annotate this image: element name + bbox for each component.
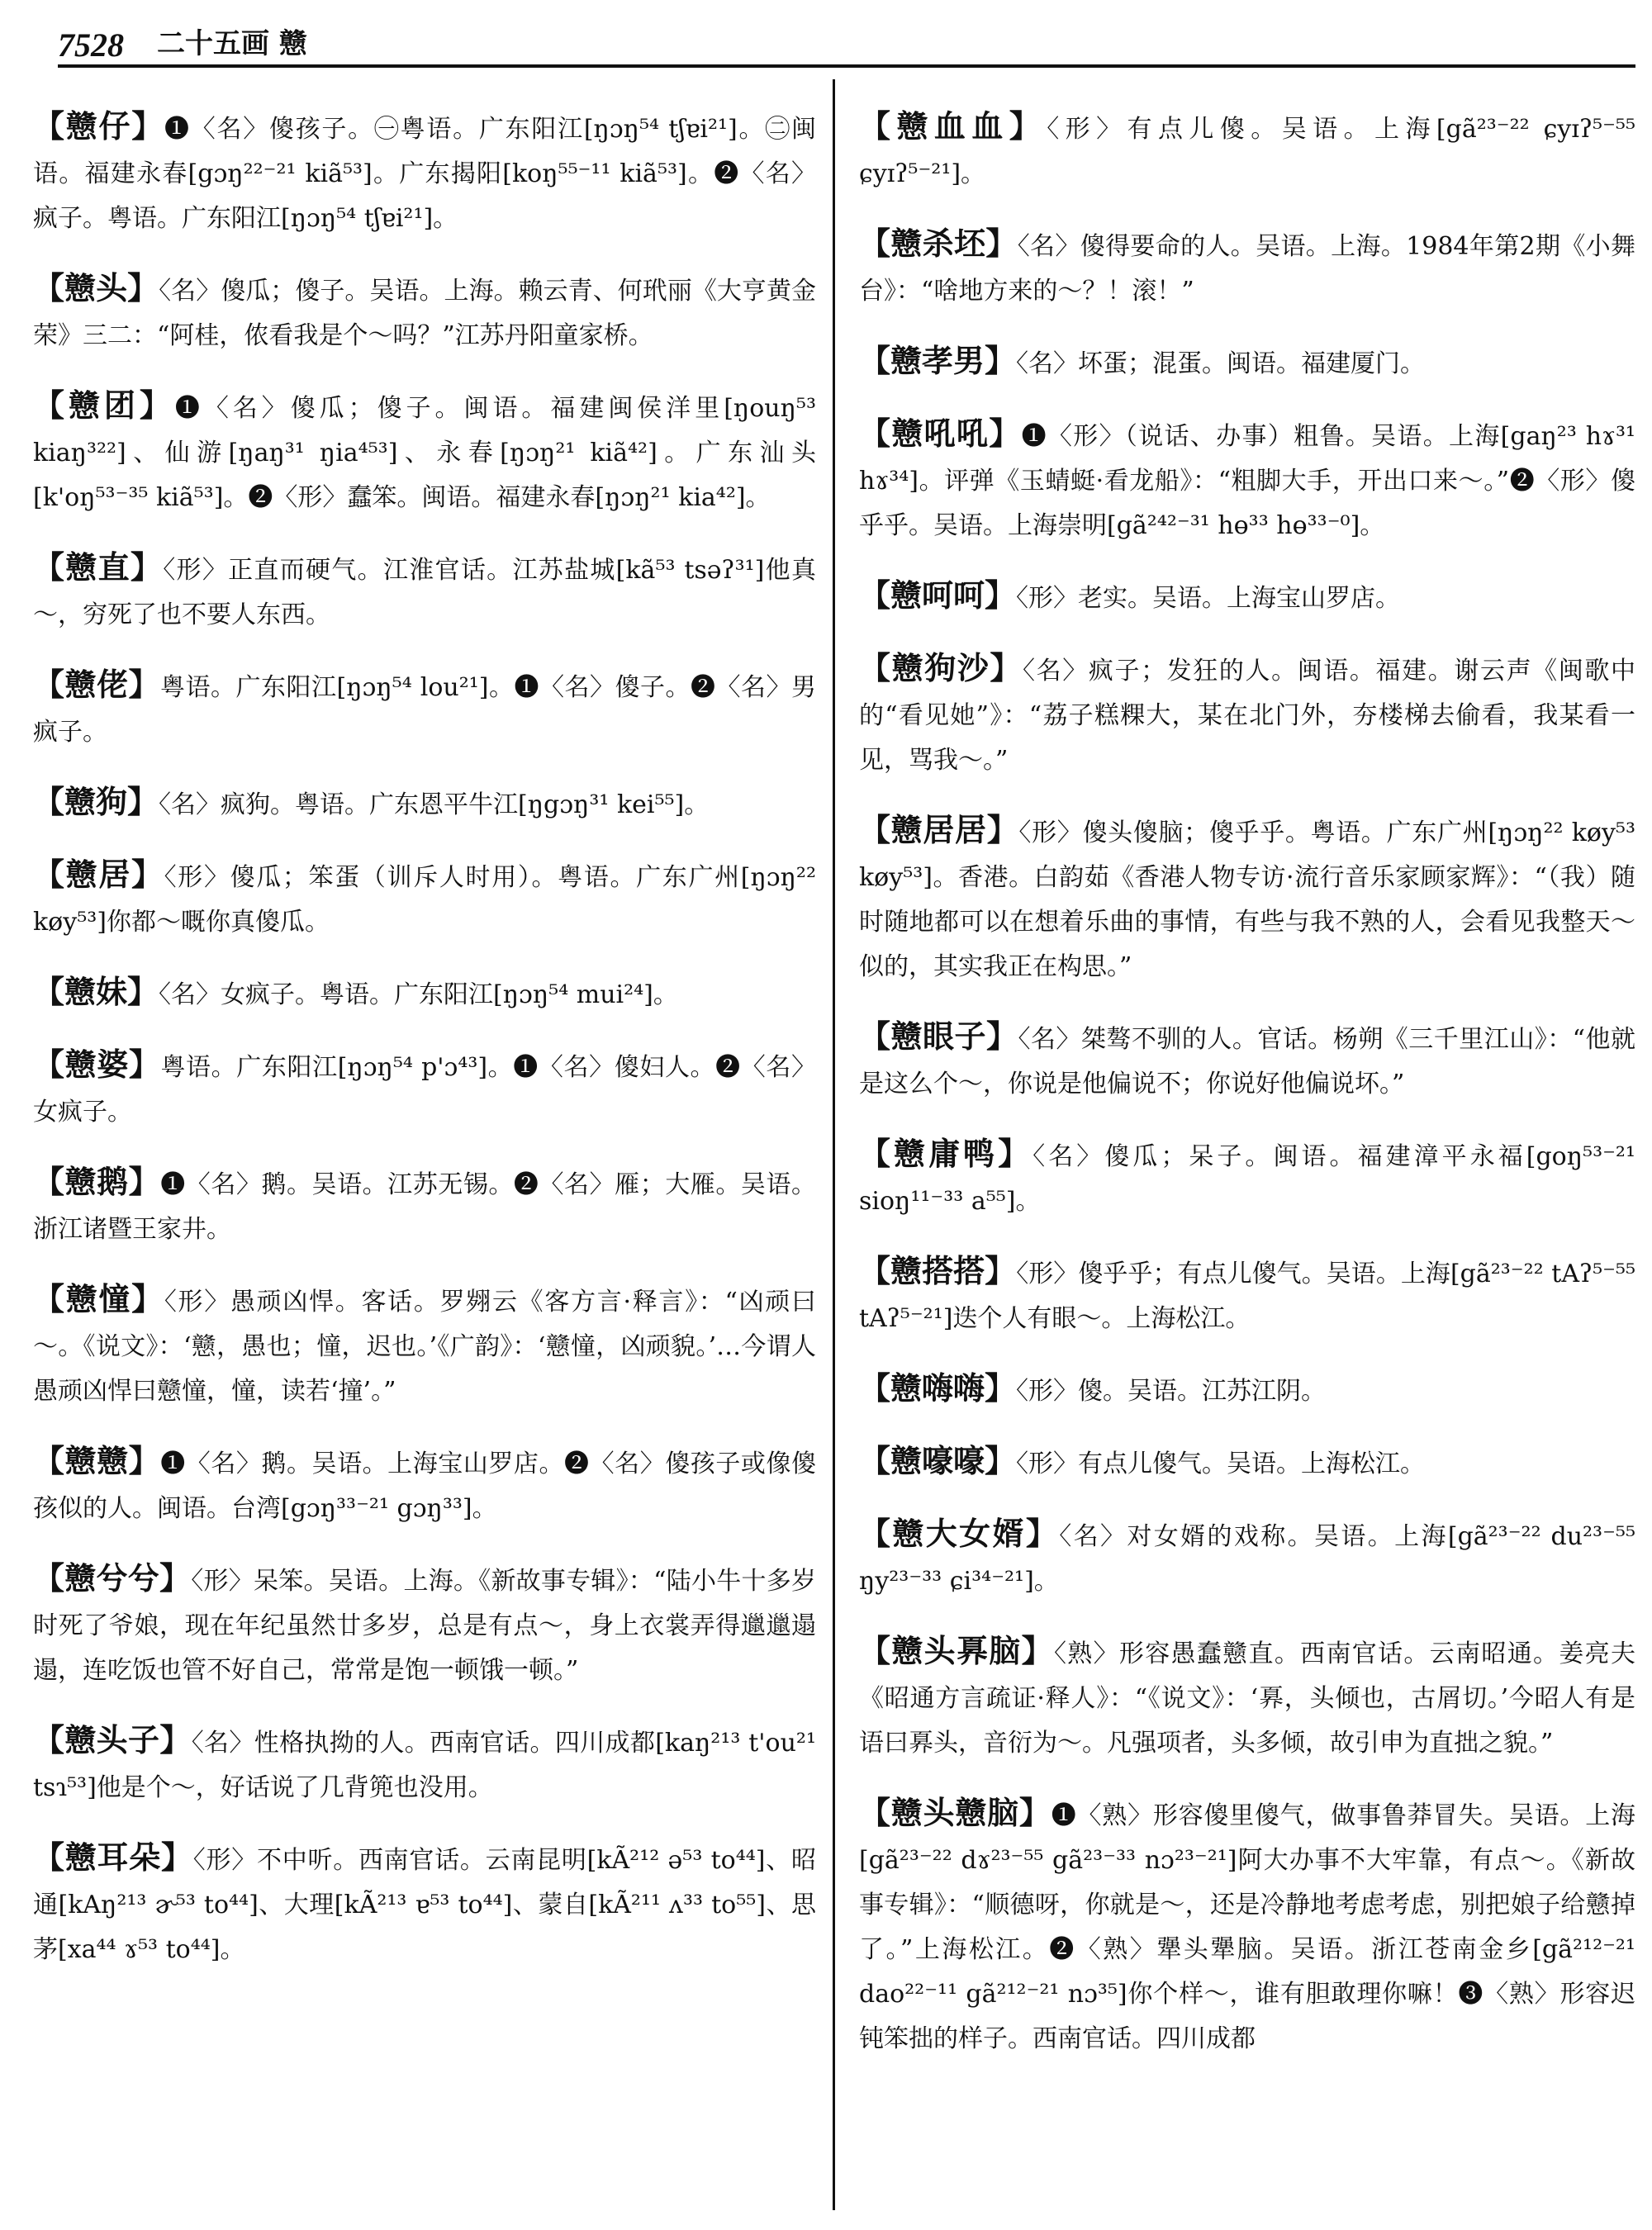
entry-headword: 【戆直】 (33, 549, 164, 586)
dictionary-entry (859, 1132, 1635, 1224)
dictionary-entry (859, 808, 1635, 989)
entry-definition: ❶〈熟〉形容傻里傻气，做事鲁莽冒失。吴语。上海[gã²³⁻²² dɤ²³⁻⁵⁵ gã²³⁻³³ nɔ²³⁻²¹]阿大办事不大牢靠，有点～。《新故事专辑》：“顺德呀，你就是～，还是冷静地考虑考虑，别把娘子给戆掉了。”上海松江。❷〈熟〉犟头犟脑。吴语。浙江苍南金乡[gã²¹²⁻²¹ dao²²⁻¹¹ gã²¹²⁻²¹ nɔ³⁵]你个样～，谁有胆敢理你嘛！❸〈熟〉形容迟钝笨拙的样子。西南官话。四川成都 (859, 1801, 1635, 2053)
page-header (58, 23, 1635, 68)
dictionary-entry (859, 1439, 1635, 1487)
left-column (33, 79, 816, 2218)
entry-headword: 【戆大女婿】 (859, 1516, 1060, 1552)
entry-definition: 粤语。广东阳江[ŋɔŋ⁵⁴ lou²¹]。❶〈名〉傻子。❷〈名〉男疯子。 (33, 673, 816, 747)
entry-headword: 【戆头】 (33, 270, 159, 306)
entry-headword: 【戆妹】 (33, 974, 159, 1010)
dictionary-entry (33, 662, 816, 755)
entry-headword: 【戆狗】 (33, 784, 159, 820)
entry-definition: 〈名〉疯狗。粤语。广东恩平牛江[ŋgɔŋ³¹ kei⁵⁵]。 (159, 790, 710, 819)
dictionary-entry (859, 1629, 1635, 1766)
right-column (859, 79, 1635, 2218)
entry-headword: 【戆眼子】 (859, 1018, 1018, 1055)
entry-headword: 【戆狗沙】 (859, 650, 1023, 686)
entry-headword: 【戆吼吼】 (859, 415, 1022, 452)
dictionary-entry (859, 1014, 1635, 1107)
entry-definition: ❶〈形〉（说话、办事）粗鲁。吴语。上海[gaŋ²³ hɤ³¹ hɤ³⁴]。评弹《玉蜻蜓·看龙船》：“粗脚大手，开出口来～。”❷〈形〉傻乎乎。吴语。上海崇明[gã²⁴²⁻³¹ hɵ³³ hɵ³³⁻⁰]。 (859, 422, 1635, 540)
entry-definition: 〈形〉傻瓜；笨蛋（训斥人时用）。粤语。广东广州[ŋɔŋ²² køy⁵³]你都～嘅你真傻瓜。 (33, 863, 816, 937)
dictionary-entry (33, 104, 816, 241)
dictionary-entry (33, 1160, 816, 1252)
entry-headword: 【戆呵呵】 (859, 577, 1017, 614)
dictionary-entry (33, 383, 816, 520)
entry-definition: 〈名〉对女婿的戏称。吴语。上海[gã²³⁻²² du²³⁻⁵⁵ ŋy²³⁻³³ ɕi³⁴⁻²¹]。 (859, 1522, 1635, 1596)
dictionary-entry (33, 545, 816, 638)
dictionary-entry (33, 1556, 816, 1693)
dictionary-entry (859, 1791, 1635, 2062)
entry-headword: 【戆头戆脑】 (859, 1795, 1051, 1831)
entry-definition: 〈名〉傻得要命的人。吴语。上海。1984年第2期《小舞台》：“啥地方来的～？！滚！” (859, 232, 1635, 306)
dictionary-entry (33, 970, 816, 1018)
entry-headword: 【戆婆】 (33, 1046, 161, 1083)
entry-definition: 〈名〉性格执拗的人。西南官话。四川成都[kaŋ²¹³ t'ou²¹ tsɿ⁵³]他是个～，好话说了几背篼也没用。 (33, 1729, 816, 1802)
entry-headword: 【戆头子】 (33, 1722, 192, 1758)
dictionary-entry (33, 1042, 816, 1135)
dictionary-entry (859, 1511, 1635, 1604)
dictionary-entry (859, 1249, 1635, 1341)
entry-headword: 【戆庸鸭】 (859, 1136, 1033, 1172)
dictionary-entry (33, 1718, 816, 1810)
running-title: 二十五画 戆 (157, 27, 307, 60)
entry-headword: 【戆戆】 (33, 1443, 161, 1479)
entry-headword: 【戆血血】 (859, 108, 1047, 145)
dictionary-entry (33, 1835, 816, 1972)
entry-headword: 【戆头奡脑】 (859, 1633, 1054, 1669)
dictionary-entry (33, 852, 816, 945)
entry-headword: 【戆嚎嚎】 (859, 1443, 1017, 1479)
entry-definition: 〈名〉傻瓜；傻子。吴语。上海。赖云青、何玳丽《大亨黄金荣》三二：“阿桂，侬看我是个～吗？”江苏丹阳童家桥。 (33, 277, 816, 350)
entry-headword: 【戆佬】 (33, 667, 161, 703)
entry-definition: 〈形〉愚顽凶悍。客话。罗翙云《客方言·释言》：“凶顽曰～。《说文》：‘戆，愚也；憧，迟也。’《广韵》：‘戆憧，凶顽貌。’…今谓人愚顽凶悍曰戆憧，憧，读若‘撞’。” (33, 1288, 816, 1406)
entry-headword: 【戆憧】 (33, 1281, 164, 1317)
dictionary-entry (859, 573, 1635, 621)
entry-headword: 【戆鹅】 (33, 1164, 161, 1200)
entry-definition: 〈形〉有点儿傻气。吴语。上海松江。 (1016, 1450, 1426, 1478)
entry-definition: 〈形〉傻。吴语。江苏江阴。 (1016, 1377, 1327, 1406)
entry-definition: ❶〈名〉鹅。吴语。江苏无锡。❷〈名〉雁；大雁。吴语。浙江诸暨王家井。 (33, 1170, 816, 1244)
entry-headword: 【戆杀坯】 (859, 225, 1018, 262)
dictionary-entry (33, 1439, 816, 1531)
entry-definition: 粤语。广东阳江[ŋɔŋ⁵⁴ p'ɔ⁴³]。❶〈名〉傻妇人。❷〈名〉女疯子。 (33, 1053, 816, 1127)
entry-headword: 【戆孝男】 (859, 343, 1017, 379)
entry-definition: 〈形〉正直而硬气。江淮官话。江苏盐城[kã⁵³ tsəʔ³¹]他真～，穷死了也不要人东西。 (33, 556, 816, 629)
entry-headword: 【戆兮兮】 (33, 1560, 192, 1597)
entry-definition: 〈形〉傻头傻脑；傻乎乎。粤语。广东广州[ŋɔŋ²² køy⁵³ køy⁵³]。香港。白韵茹《香港人物专访·流行音乐家顾家辉》：“（我）随时随地都可以在想着乐曲的事情，有些与我不熟的人，会看见我整天～似的，其实我正在构思。” (859, 818, 1635, 981)
dictionary-entry (33, 780, 816, 828)
entry-definition: 〈名〉坏蛋；混蛋。闽语。福建厦门。 (1016, 349, 1426, 378)
entry-definition: 〈名〉桀骜不驯的人。官话。杨朔《三千里江山》：“他就是这么个～，你说是他偏说不；你说好他偏说坏。” (859, 1025, 1635, 1098)
entry-headword: 【戆团】 (33, 387, 175, 424)
entry-headword: 【戆仔】 (33, 108, 164, 145)
entry-definition: ❶〈名〉傻瓜；傻子。闽语。福建闽侯洋里[ŋouŋ⁵³ kiaŋ³²²]、仙游[ŋaŋ³¹ ŋia⁴⁵³]、永春[ŋɔŋ²¹ kiã⁴²]。广东汕头[k'oŋ⁵³⁻³⁵ kiã⁵³]。❷〈形〉蠢笨。闽语。福建永春[ŋɔŋ²¹ kia⁴²]。 (33, 394, 816, 512)
dictionary-entry (859, 339, 1635, 387)
entry-definition: 〈形〉不中听。西南官话。云南昆明[kÃ²¹² ə⁵³ to⁴⁴]、昭通[kAŋ²¹³ ɚ⁵³ to⁴⁴]、大理[kÃ²¹³ ɐ⁵³ to⁴⁴]、蒙自[kÃ²¹¹ ʌ³³ to⁵⁵]、思茅[xa⁴⁴ ɤ⁵³ to⁴⁴]。 (33, 1846, 816, 1964)
dictionary-entry (859, 221, 1635, 314)
dictionary-entry (859, 1366, 1635, 1414)
dictionary-entry (859, 646, 1635, 783)
entry-definition: 〈形〉有点儿傻。吴语。上海[gã²³⁻²² ɕyɪʔ⁵⁻⁵⁵ ɕyɪʔ⁵⁻²¹]。 (859, 115, 1635, 188)
entry-definition: ❶〈名〉鹅。吴语。上海宝山罗店。❷〈名〉傻孩子或像傻孩似的人。闽语。台湾[gɔŋ³³⁻²¹ gɔŋ³³]。 (33, 1450, 816, 1523)
entry-definition: 〈形〉呆笨。吴语。上海。《新故事专辑》：“陆小牛十多岁时死了爷娘，现在年纪虽然廿多岁，总是有点～，身上衣裳弄得邋邋遢遢，连吃饭也管不好自己，常常是饱一顿饿一顿。” (33, 1567, 816, 1685)
entry-headword: 【戆耳朵】 (33, 1839, 193, 1876)
entry-definition: 〈名〉傻瓜；呆子。闽语。福建漳平永福[goŋ⁵³⁻²¹ sioŋ¹¹⁻³³ a⁵⁵]。 (859, 1142, 1635, 1216)
dictionary-entry (33, 266, 816, 358)
entry-headword: 【戆搭搭】 (859, 1253, 1017, 1289)
column-divider (833, 79, 835, 2210)
dictionary-entry (859, 104, 1635, 197)
entry-definition: ❶〈名〉傻孩子。㊀粤语。广东阳江[ŋɔŋ⁵⁴ tʃɐi²¹]。㊁闽语。福建永春[gɔŋ²²⁻²¹ kiã⁵³]。广东揭阳[koŋ⁵⁵⁻¹¹ kiã⁵³]。❷〈名〉疯子。粤语。广东阳江[ŋɔŋ⁵⁴ tʃɐi²¹]。 (33, 115, 816, 233)
entry-definition: 〈名〉女疯子。粤语。广东阳江[ŋɔŋ⁵⁴ mui²⁴]。 (159, 980, 678, 1009)
entry-headword: 【戆居居】 (859, 812, 1019, 848)
entry-definition: 〈熟〉形容愚蠢戆直。西南官话。云南昭通。姜亮夫《昭通方言疏证·释人》：“《说文》：‘奡，头倾也，古屑切。’今昭人有是语曰奡头，音衍为～。凡强项者，头多倾，故引申为直拙之貌。” (859, 1639, 1635, 1758)
page-number: 7528 (58, 26, 124, 64)
entry-definition: 〈名〉疯子；发狂的人。闽语。福建。谢云声《闽歌中的“看见她”》：“荔子糕粿大，某在北门外，夯楼梯去偷看，我某看一见，骂我～。” (859, 657, 1635, 775)
dictionary-entry (859, 411, 1635, 548)
entry-definition: 〈形〉傻乎乎；有点儿傻气。吴语。上海[gã²³⁻²² tAʔ⁵⁻⁵⁵ tAʔ⁵⁻²¹]迭个人有眼～。上海松江。 (859, 1260, 1635, 1333)
entry-headword: 【戆居】 (33, 856, 164, 893)
dictionary-entry (33, 1277, 816, 1414)
entry-definition: 〈形〉老实。吴语。上海宝山罗店。 (1016, 584, 1401, 613)
entry-headword: 【戆嗨嗨】 (859, 1370, 1017, 1407)
